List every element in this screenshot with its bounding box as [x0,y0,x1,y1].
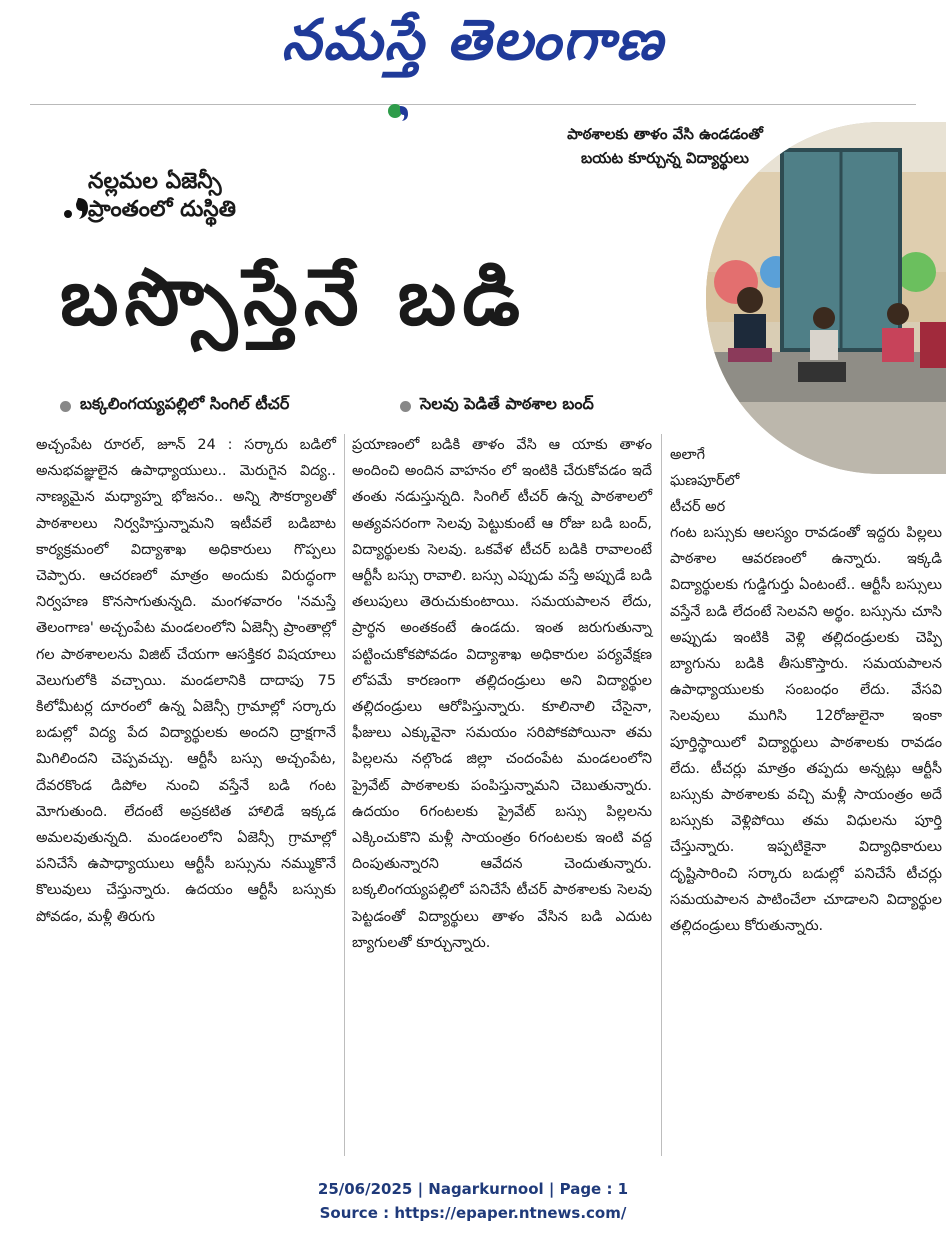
column-3-text: గంట బస్సుకు ఆలస్యం రావడంతో ఇద్దరు పిల్లలు పాఠశాల ఆవరణంలో ఉన్నారు. ఇక్కడి విద్యార్థులకు గుడ్డిగుర్తు ఏంటంటే.. ఆర్టీసీ బస్సులు వస్తేనే బడి లేదంటే సెలవని అర్థం. బస్సును చూసి అప్పుడు ఇంటికి వెళ్లి తల్లిదండ్రులకు చెప్పి బ్యాగును బడికి తీసుకొస్తారు. సమయపాలన ఉపాధ్యాయులకు సంబంధం లేదు. వేసవి సెలవులు ముగిసి 12రోజులైనా ఇంకా పూర్తిస్థాయిలో విద్యార్థులు పాఠశాలకు రావడం లేదు. టీచర్లు మాత్రం తప్పదు అన్నట్లు ఆర్టీసీ బస్సుకు పాఠశాలకు వచ్చి మళ్లీ సాయంత్రం అదే బస్సుకు వెళ్లిపోయి తమ విధులను పూర్తి చేస్తున్నారు. ఇప్పటికైనా విద్యాధికారులు దృష్టిసారించి సర్కారు బడుల్లో పనిచేసే టీచర్లు సమయపాలన పాటించేలా చూడాలని విద్యార్థుల తల్లిదండ్రులు కోరుతున్నారు. [670,525,942,935]
bullet-icon [60,401,71,412]
kicker-line-2: ప్రాంతంలో దుస్థితి [88,197,236,222]
subhead-2: సెలవు పెడితే పాఠశాల బంద్ [420,394,594,413]
subheads [56,394,756,424]
kicker-line-1: నల్లమల ఏజెన్సీ [88,169,222,194]
photo-caption: పాఠశాలకు తాళం వేసి ఉండడంతో బయట కూర్చున్న విద్యార్థులు [567,125,763,167]
logo-mark-icon [386,100,412,126]
newspaper-title: నమస్తే తెలంగాణ [281,8,665,73]
kicker [88,168,236,224]
article-column-2 [352,432,652,956]
article-column-3-top [670,442,770,521]
headline: బస్సొస్తేనే బడి [60,253,527,343]
column-2-text: ప్రయాణంలో బడికి తాళం వేసి ఆ యాకు తాళం అందించి అందిన వాహనం లో ఇంటికి చేరుకోవడం ఇదే తంతు నడుస్తున్నది. సింగిల్ టీచర్ ఉన్న పాఠశాలలో అత్యవసరంగా సెలవు పెట్టుకుంటే ఆ రోజు బడి బంద్, విద్యార్థులకు సెలవు. ఒకవేళ టీచర్ బడికి రావాలంటే ఆర్టీసీ బస్సు రావాలి. బస్సు ఎప్పుడు వస్తే అప్పుడే బడి తలుపులు తెరుచుకుంటాయి. సమయపాలన లేదు, ప్రార్థన అంతకంటే ఉండదు. ఇంత జరుగుతున్నా పట్టించుకోకపోవడం విద్యాశాఖ అధికారుల పర్యవేక్షణ లోపమే కారణంగా తల్లిదండ్రులు అని విద్యార్థుల తల్లిదండ్రులు ఆరోపిస్తున్నారు. కూలినాలి చేసైనా, ఫీజులు ఎక్కువైనా సమయం సరిపోకపోయినా తమ పిల్లలను నల్గొండ జిల్లా చందంపేట మండలంలోని ప్రైవేట్ పాఠశాలకు పంపిస్తున్నామని చెబుతున్నారు. ఉదయం 6గంటలకు ప్రైవేట్ బస్సు పిల్లలను ఎక్కించుకొని మళ్లీ సాయంత్రం 6గంటలకు ఇంటి వద్ద దింపుతున్నారని ఆవేదన చెందుతున్నారు. బక్కలింగయ్యపల్లిలో పనిచేసే టీచర్ పాఠశాలకు సెలవు పెట్టడంతో విద్యార్థులు తాళం వేసిన బడి ఎదుట బ్యాగులతో కూర్చున్నారు. [352,437,652,951]
masthead-rule [30,104,916,105]
footer-date-line: 25/06/2025 | Nagarkurnool | Page : 1 [317,1180,629,1198]
column-3-top-text: అలాగే ఘణపూర్‌లో టీచర్ అర [670,447,740,516]
footer-source-line: Source : https://epaper.ntnews.com/ [319,1204,627,1222]
article-column-1 [36,432,336,930]
column-1-text: అచ్చంపేట రూరల్, జూన్ 24 : సర్కారు బడిలో అనుభవజ్ఞులైన ఉపాధ్యాయులు.. మెరుగైన విద్య.. నాణ్యమైన మధ్యాహ్న భోజనం.. అన్ని సౌకర్యాలతో పాఠశాలలు నిర్వహిస్తున్నామని ఇటీవలే బడిబాట కార్యక్రమంలో విద్యాశాఖ అధికారులు గొప్పలు చెప్పారు. ఆచరణలో మాత్రం అందుకు విరుద్ధంగా నిర్వహణ కొనసాగుతున్నది. మంగళవారం 'నమస్తే తెలంగాణ' అచ్చంపేట మండలంలోని ఏజెన్సీ ప్రాంతాల్లో గల పాఠశాలలను విజిట్ చేయగా ఆసక్తికర విషయాలు వెలుగులోకి వచ్చాయి. మండలానికి దాదాపు 75 కిలోమీటర్ల దూరంలో ఉన్న ఏజెన్సీ గ్రామాల్లో సర్కారు బడుల్లో విద్య పేద విద్యార్థులకు అందని ద్రాక్షగానే మిగిలిందని చెప్పవచ్చు. ఆర్టీసీ బస్సు అచ్చంపేట, దేవరకొండ డిపోల నుంచి వస్తేనే బడి గంట మోగుతుంది. లేదంటే అప్రకటిత హాలిడే ఇక్కడ అమలవుతున్నది. మండలంలోని ఏజెన్సీ గ్రామాల్లో పనిచేసే ఉపాధ్యాయులు ఆర్టీసీ బస్సును నమ్ముకొనే కొలువులు చేస్తున్నారు. ఉదయం ఆర్టీసీ బస్సుకు పోవడం, మళ్లీ తిరుగు [36,437,336,925]
column-divider [344,434,345,1156]
column-divider [661,434,662,1156]
masthead [0,0,946,96]
article-column-3 [670,520,942,939]
subhead-1: బక్కలింగయ్యపల్లిలో సింగిల్ టీచర్ [80,394,290,413]
bullet-icon [400,401,411,412]
